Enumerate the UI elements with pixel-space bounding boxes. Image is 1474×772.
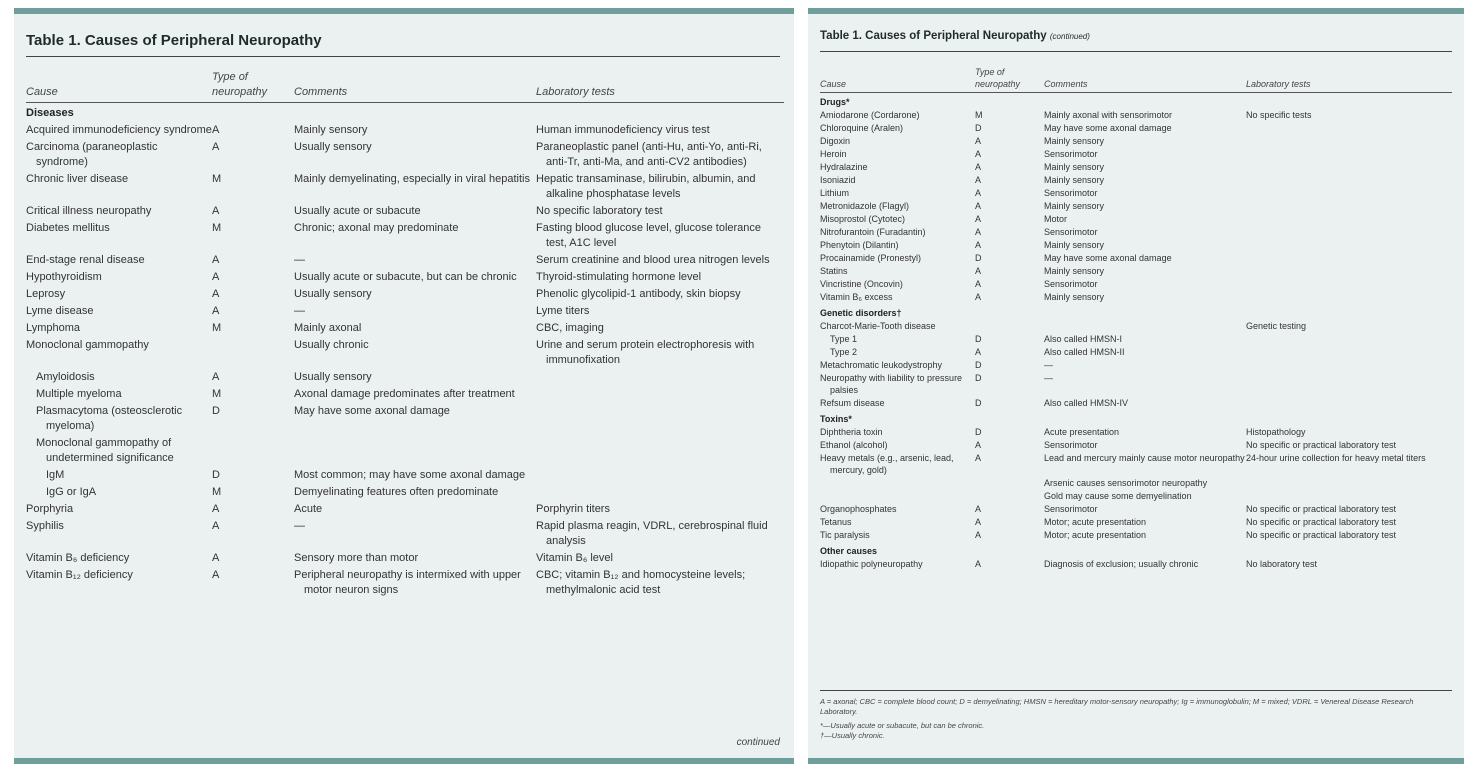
labs-cell: CBC; vitamin B₁₂ and homocysteine levels; methylmalonic acid test [536,569,746,596]
section-label: Other causes [820,546,878,556]
table-row [26,468,784,485]
table-row [820,558,1452,571]
footnote-abbreviations: A = axonal; CBC = complete blood count; D = demyelinating; HMSN = hereditary motor-sensory neuropathy; Ig = immunoglobulin; M = mixed; VDRL = Venereal Disease Research Laboratory. [820,697,1414,716]
table-row [820,529,1452,542]
comments-cell: Also called HMSN-I [1044,334,1123,344]
cause-cell: Vitamin B₆ deficiency [26,552,130,564]
comments-cell: Acute [294,503,323,515]
type-cell: A [975,559,982,569]
comments-cell: Mainly sensory [294,124,368,136]
type-cell: A [975,453,982,463]
cause-cell: Refsum disease [820,398,885,408]
comments-cell: — [1044,373,1053,383]
footnote-asterisk: *—Usually acute or subacute, but can be chronic. [820,721,985,730]
labs-cell: No laboratory test [1246,559,1318,569]
labs-cell: Hepatic transaminase, bilirubin, albumin, and alkaline phosphatase levels [536,173,756,200]
cause-cell: Leprosy [26,288,66,300]
labs-cell [536,485,784,502]
type-cell: A [975,279,982,289]
type-cell: A [212,569,220,581]
table-row [26,270,784,287]
type-cell: A [975,240,982,250]
header-type: Type of neuropathy [212,71,268,98]
labs-cell: Genetic testing [1246,321,1307,331]
labs-cell [536,436,784,468]
labs-cell [1246,200,1452,213]
type-cell: A [975,517,982,527]
cause-cell: End-stage renal disease [26,254,145,266]
table-row [26,321,784,338]
comments-cell: Motor [1044,214,1068,224]
comments-cell: Peripheral neuropathy is intermixed with upper motor neuron signs [294,569,521,596]
comments-cell: Mainly axonal with sensorimotor [1044,110,1173,120]
cause-cell: Neuropathy with liability to pressure palsies [820,373,963,395]
table-row [26,436,784,468]
type-cell: M [975,110,983,120]
type-cell: M [212,222,222,234]
table-row [820,346,1452,359]
comments-cell: Usually acute or subacute [294,205,421,217]
table-row [820,320,1452,333]
table-row [820,148,1452,161]
cause-cell: Diphtheria toxin [820,427,883,437]
comments-cell: Motor; acute presentation [1044,530,1147,540]
section-row [820,93,1452,110]
table-row [820,490,1452,503]
comments-cell: Sensorimotor [1044,149,1098,159]
comments-cell: Sensorimotor [1044,504,1098,514]
labs-cell [1246,174,1452,187]
labs-cell: Thyroid-stimulating hormone level [536,271,702,283]
labs-cell [1246,359,1452,372]
type-cell: D [975,398,982,408]
cause-cell [820,490,975,503]
comments-cell: Usually acute or subacute, but can be chronic [294,271,517,283]
table-row [820,291,1452,304]
comments-cell: — [294,520,305,532]
comments-cell: — [294,254,305,266]
table-row [820,161,1452,174]
comments-cell: — [1044,360,1053,370]
labs-cell: No specific tests [1246,110,1312,120]
labs-cell: Lyme titers [536,305,590,317]
table-row [820,503,1452,516]
table-row [820,372,1452,397]
comments-cell: Sensorimotor [1044,440,1098,450]
cause-cell: Monoclonal gammopathy [26,339,149,351]
table-body-right [820,93,1452,572]
type-cell: M [212,173,222,185]
type-cell: A [975,440,982,450]
section-row [820,304,1452,320]
comments-cell: Usually sensory [294,371,372,383]
comments-cell: Sensorimotor [1044,227,1098,237]
cause-cell: Heroin [820,149,847,159]
table-row [820,278,1452,291]
table-row [26,568,784,600]
cause-cell: Heavy metals (e.g., arsenic, lead, mercury, gold) [820,453,954,475]
comments-cell: Mainly sensory [1044,201,1105,211]
footnotes [820,697,1452,741]
section-row [820,410,1452,426]
labs-cell: No specific or practical laboratory test [1246,504,1397,514]
comments-cell: Chronic; axonal may predominate [294,222,459,234]
type-cell: A [212,271,220,283]
labs-cell [1246,346,1452,359]
header-comments: Comments [294,86,348,98]
labs-cell [536,468,784,485]
table-row [820,439,1452,452]
labs-cell [1246,161,1452,174]
type-cell: A [975,530,982,540]
labs-cell: Histopathology [1246,427,1306,437]
labs-cell: Porphyrin titers [536,503,610,515]
comments-cell: Sensorimotor [1044,188,1098,198]
type-cell: A [975,188,982,198]
cause-cell: Acquired immunodeficiency syndrome [26,124,212,136]
cause-cell: Nitrofurantoin (Furadantin) [820,227,926,237]
comments-cell: Axonal damage predominates after treatment [294,388,515,400]
comments-cell: Mainly sensory [1044,175,1105,185]
table-row [820,452,1452,477]
cause-cell: Procainamide (Pronestyl) [820,253,922,263]
type-cell: A [212,124,220,136]
type-cell: D [975,123,982,133]
section-label: Toxins* [820,414,852,424]
table-body-left [26,103,784,601]
cause-cell: Lithium [820,188,850,198]
title-rule [820,51,1452,52]
cause-cell: Critical illness neuropathy [26,205,152,217]
type-cell: D [975,334,982,344]
footnote-rule [820,690,1452,691]
table-row [26,221,784,253]
cause-cell: Vincristine (Oncovin) [820,279,903,289]
comments-cell: Also called HMSN-II [1044,347,1125,357]
causes-table-right [820,66,1452,571]
comments-cell: May have some axonal damage [1044,253,1172,263]
table-row [820,109,1452,122]
section-label: Drugs* [820,97,850,107]
comments-cell [294,436,536,468]
type-cell: M [212,486,222,498]
labs-cell: Rapid plasma reagin, VDRL, cerebrospinal fluid analysis [536,520,768,547]
comments-cell: Acute presentation [1044,427,1120,437]
comments-cell: Usually sensory [294,288,372,300]
labs-cell [1246,213,1452,226]
header-labs: Laboratory tests [536,86,615,98]
cause-cell: Chronic liver disease [26,173,129,185]
table-row [820,359,1452,372]
table-title-text: Table 1. Causes of Peripheral Neuropathy [820,30,1047,42]
cause-cell: Type 1 [830,334,858,344]
comments-cell: May have some axonal damage [1044,123,1172,133]
labs-cell: Vitamin B₆ level [536,552,613,564]
table-row [26,204,784,221]
footnote-dagger: †—Usually chronic. [820,731,885,740]
table-row [820,397,1452,410]
cause-cell [820,477,975,490]
header-labs: Laboratory tests [1246,79,1311,89]
cause-cell: Monoclonal gammopathy of undetermined significance [36,437,174,464]
table-row [820,226,1452,239]
section-label: Diseases [26,107,74,119]
labs-cell: Urine and serum protein electrophoresis with immunofixation [536,339,755,366]
table-title: Table 1. Causes of Peripheral Neuropathy [26,32,322,49]
type-cell [975,490,1044,503]
type-cell: A [212,205,220,217]
labs-cell [1246,397,1452,410]
cause-cell: Carcinoma (paraneoplastic syndrome) [26,141,158,168]
cause-cell: Chloroquine (Aralen) [820,123,904,133]
cause-cell: Porphyria [26,503,74,515]
type-cell: A [975,201,982,211]
type-cell: A [212,254,220,266]
cause-cell: Tic paralysis [820,530,870,540]
table-row [820,239,1452,252]
table-row [26,387,784,404]
labs-cell: Fasting blood glucose level, glucose tolerance test, A1C level [536,222,762,249]
cause-cell: Diabetes mellitus [26,222,110,234]
type-cell: M [212,388,222,400]
cause-cell: Isoniazid [820,175,856,185]
header-comments: Comments [1044,79,1088,89]
table-row [820,265,1452,278]
labs-cell: No specific or practical laboratory test [1246,517,1397,527]
type-cell: D [212,405,220,417]
table-row [820,187,1452,200]
comments-cell: Demyelinating features often predominate [294,486,499,498]
labs-cell: 24-hour urine collection for heavy metal titers [1246,453,1426,463]
table-row [820,122,1452,135]
comments-cell: Mainly sensory [1044,240,1105,250]
labs-cell [1246,239,1452,252]
labs-cell [1246,265,1452,278]
cause-cell: Phenytoin (Dilantin) [820,240,899,250]
labs-cell [1246,333,1452,346]
cause-cell: Plasmacytoma (osteosclerotic myeloma) [36,405,183,432]
comments-cell: Diagnosis of exclusion; usually chronic [1044,559,1199,569]
comments-cell: Motor; acute presentation [1044,517,1147,527]
cause-cell: Organophosphates [820,504,897,514]
type-cell: D [975,427,982,437]
table-page-left [14,8,794,764]
type-cell: A [212,141,220,153]
labs-cell [1246,252,1452,265]
table-row [26,404,784,436]
cause-cell: Type 2 [830,347,858,357]
type-cell [212,436,294,468]
table-row [820,252,1452,265]
cause-cell: Multiple myeloma [36,388,122,400]
table-row [820,200,1452,213]
table-row [26,370,784,387]
type-cell: D [975,253,982,263]
cause-cell: Tetanus [820,517,852,527]
comments-cell: Mainly axonal [294,322,362,334]
comments-cell: Lead and mercury mainly cause motor neuropathy [1044,453,1245,463]
comments-cell: Usually chronic [294,339,369,351]
cause-cell: Misoprostol (Cytotec) [820,214,906,224]
comments-cell: Most common; may have some axonal damage [294,469,526,481]
type-cell: A [975,149,982,159]
type-cell: A [975,504,982,514]
table-title-continued [820,30,1090,42]
type-cell: A [975,292,982,302]
labs-cell [1246,278,1452,291]
cause-cell: Amiodarone (Cordarone) [820,110,920,120]
type-cell: A [975,266,982,276]
comments-cell: Mainly sensory [1044,162,1105,172]
table-row [820,477,1452,490]
comments-cell: Also called HMSN-IV [1044,398,1129,408]
table-row [26,304,784,321]
cause-cell: Metronidazole (Flagyl) [820,201,910,211]
type-cell: A [975,347,982,357]
cause-cell: Digoxin [820,136,851,146]
type-cell: A [975,227,982,237]
cause-cell: Amyloidosis [36,371,95,383]
type-cell: D [975,360,982,370]
continued-note: continued [736,737,780,748]
comments-cell: Usually sensory [294,141,372,153]
comments-cell: Sensory more than motor [294,552,419,564]
comments-cell: Mainly sensory [1044,292,1105,302]
table-row [820,516,1452,529]
causes-table-left [26,70,784,600]
comments-cell: — [294,305,305,317]
type-cell: D [975,373,982,383]
cause-cell: IgG or IgA [46,486,97,498]
cause-cell: Syphilis [26,520,64,532]
type-cell [975,320,1044,333]
table-row [26,338,784,370]
type-cell: A [975,175,982,185]
comments-cell: Gold may cause some demyelination [1044,491,1192,501]
cause-cell: Vitamin B₆ excess [820,292,893,302]
labs-cell: Human immunodeficiency virus test [536,124,710,136]
labs-cell [536,404,784,436]
labs-cell [1246,490,1452,503]
cause-cell: Charcot-Marie-Tooth disease [820,321,936,331]
cause-cell: Statins [820,266,848,276]
table-row [26,123,784,140]
type-cell: A [975,214,982,224]
table-row [820,174,1452,187]
table-page-right [808,8,1464,764]
comments-cell: Mainly sensory [1044,266,1105,276]
title-rule [26,56,780,57]
table-row [820,333,1452,346]
table-row [820,426,1452,439]
section-label: Genetic disorders† [820,308,902,318]
cause-cell: Hypothyroidism [26,271,102,283]
table-row [26,253,784,270]
table-row [26,287,784,304]
comments-cell: Sensorimotor [1044,279,1098,289]
comments-cell: Mainly demyelinating, especially in viral hepatitis [294,173,531,185]
labs-cell: Serum creatinine and blood urea nitrogen levels [536,254,770,266]
table-row [26,172,784,204]
type-cell: A [212,305,220,317]
table-row [820,213,1452,226]
labs-cell: Paraneoplastic panel (anti-Hu, anti-Yo, anti-Ri, anti-Tr, anti-Ma, and anti-CV2 antibodies) [536,141,762,168]
section-row [820,542,1452,558]
labs-cell [536,370,784,387]
labs-cell: No specific laboratory test [536,205,663,217]
type-cell: D [212,469,220,481]
table-row [26,140,784,172]
cause-cell: Ethanol (alcohol) [820,440,888,450]
table-row [26,485,784,502]
labs-cell: Phenolic glycolipid-1 antibody, skin biopsy [536,288,741,300]
labs-cell [1246,226,1452,239]
labs-cell [1246,187,1452,200]
type-cell [212,338,294,370]
labs-cell [1246,148,1452,161]
type-cell: A [212,520,220,532]
header-type: Type of neuropathy [975,67,1021,89]
cause-cell: Lymphoma [26,322,81,334]
table-row [26,519,784,551]
cause-cell: Hydralazine [820,162,868,172]
labs-cell [1246,291,1452,304]
labs-cell: No specific or practical laboratory test [1246,530,1397,540]
type-cell: A [212,288,220,300]
comments-cell: May have some axonal damage [294,405,450,417]
cause-cell: Vitamin B₁₂ deficiency [26,569,133,581]
labs-cell: No specific or practical laboratory test [1246,440,1397,450]
type-cell: M [212,322,222,334]
type-cell: A [975,136,982,146]
comments-cell: Mainly sensory [1044,136,1105,146]
cause-cell: Metachromatic leukodystrophy [820,360,943,370]
labs-cell [1246,372,1452,397]
header-cause: Cause [820,79,847,89]
comments-cell: Arsenic causes sensorimotor neuropathy [1044,478,1208,488]
table-row [26,502,784,519]
header-cause: Cause [26,86,58,98]
type-cell: A [212,371,220,383]
table-row [820,135,1452,148]
table-row [26,551,784,568]
cause-cell: Lyme disease [26,305,94,317]
labs-cell: CBC, imaging [536,322,604,334]
continued-suffix: (continued) [1049,32,1090,41]
labs-cell [1246,477,1452,490]
cause-cell: Idiopathic polyneuropathy [820,559,923,569]
type-cell [975,477,1044,490]
comments-cell [1044,320,1246,333]
cause-cell: IgM [46,469,65,481]
labs-cell [1246,122,1452,135]
labs-cell [1246,135,1452,148]
type-cell: A [975,162,982,172]
labs-cell [536,387,784,404]
type-cell: A [212,503,220,515]
type-cell: A [212,552,220,564]
